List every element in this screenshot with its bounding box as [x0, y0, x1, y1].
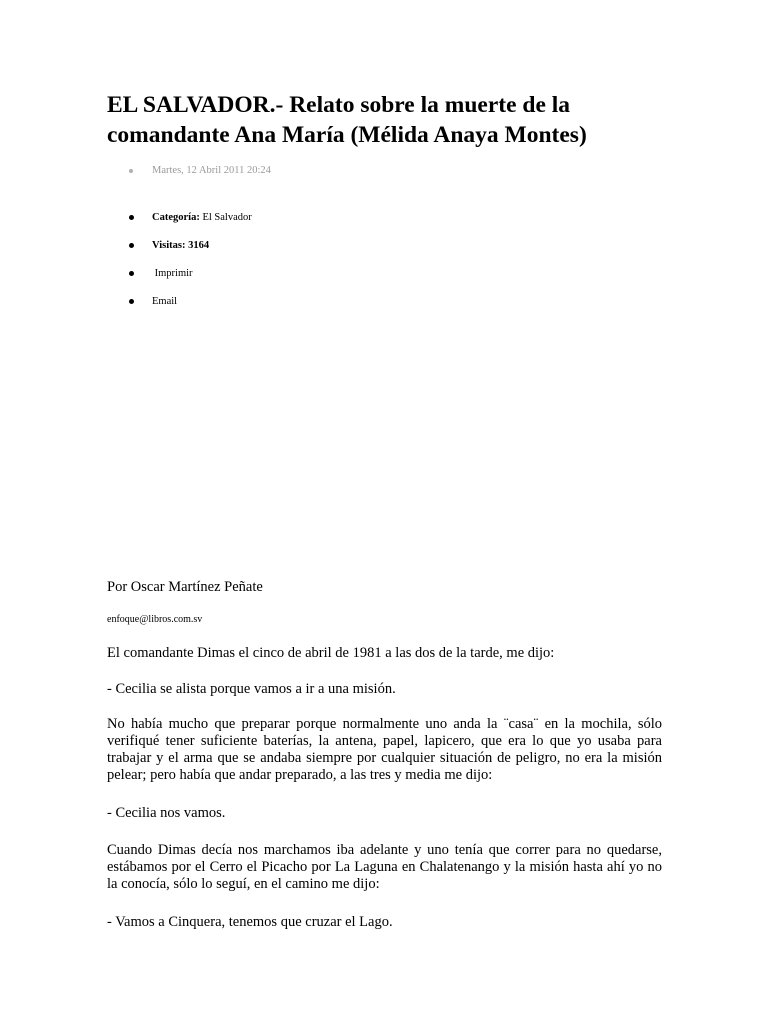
print-link[interactable]: Imprimir	[152, 268, 193, 279]
visits-count: Visitas: 3164	[152, 240, 210, 251]
paragraph: No había mucho que preparar porque normalmente uno anda la ¨casa¨ en la mochila, sólo verifiqué tener suficiente baterías, la antena, papel, lapicero, que era lo que yo usaba para trabajar y el arma que se andaba siempre por cualquier situación de peligro, no era la misión pelear; pero había que andar preparado, a las tres y media me dijo:	[107, 716, 662, 783]
paragraph: - Cecilia se alista porque vamos a ir a una misión.	[107, 681, 396, 697]
paragraph: El comandante Dimas el cinco de abril de 1981 a las dos de la tarde, me dijo:	[107, 645, 555, 661]
email-link[interactable]: Email	[152, 296, 178, 307]
category-link[interactable]: El Salvador	[199, 212, 252, 223]
author-email[interactable]: enfoque@libros.com.sv	[107, 614, 203, 625]
paragraph: - Cecilia nos vamos.	[107, 805, 226, 821]
article-title: EL SALVADOR.- Relato sobre la muerte de la comandante Ana María (Mélida Anaya Montes)	[107, 92, 587, 148]
article-byline: Por Oscar Martínez Peñate	[107, 579, 263, 595]
paragraph: - Vamos a Cinquera, tenemos que cruzar el Lago.	[107, 914, 393, 930]
bullet-icon	[129, 215, 134, 220]
bullet-icon	[129, 243, 134, 248]
bullet-icon	[129, 271, 134, 276]
bullet-icon	[129, 299, 134, 304]
bullet-icon	[129, 169, 133, 173]
article-date: Martes, 12 Abril 2011 20:24	[152, 165, 271, 176]
category-label: Categoría:	[152, 212, 200, 223]
paragraph: Cuando Dimas decía nos marchamos iba adelante y uno tenía que correr para no quedarse, estábamos por el Cerro el Picacho por La Laguna en Chalatenango y la misión hasta ahí yo no la conocía, sólo lo seguí, en el camino me dijo:	[107, 842, 662, 892]
